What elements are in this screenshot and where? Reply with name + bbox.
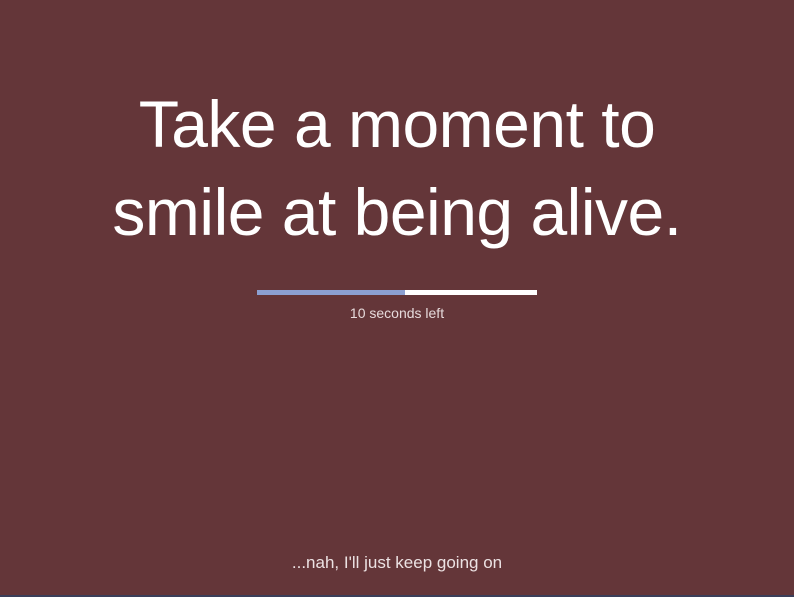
skip-link[interactable]: ...nah, I'll just keep going on: [291, 553, 503, 572]
seconds-left-label: 10 seconds left: [349, 305, 445, 321]
message-line-1: Take a moment to: [138, 87, 656, 161]
message-line-2: smile at being alive.: [112, 175, 682, 249]
countdown-progress-bar: [257, 290, 537, 295]
countdown-progress-fill: [257, 290, 405, 295]
mindful-message: [0, 80, 794, 256]
